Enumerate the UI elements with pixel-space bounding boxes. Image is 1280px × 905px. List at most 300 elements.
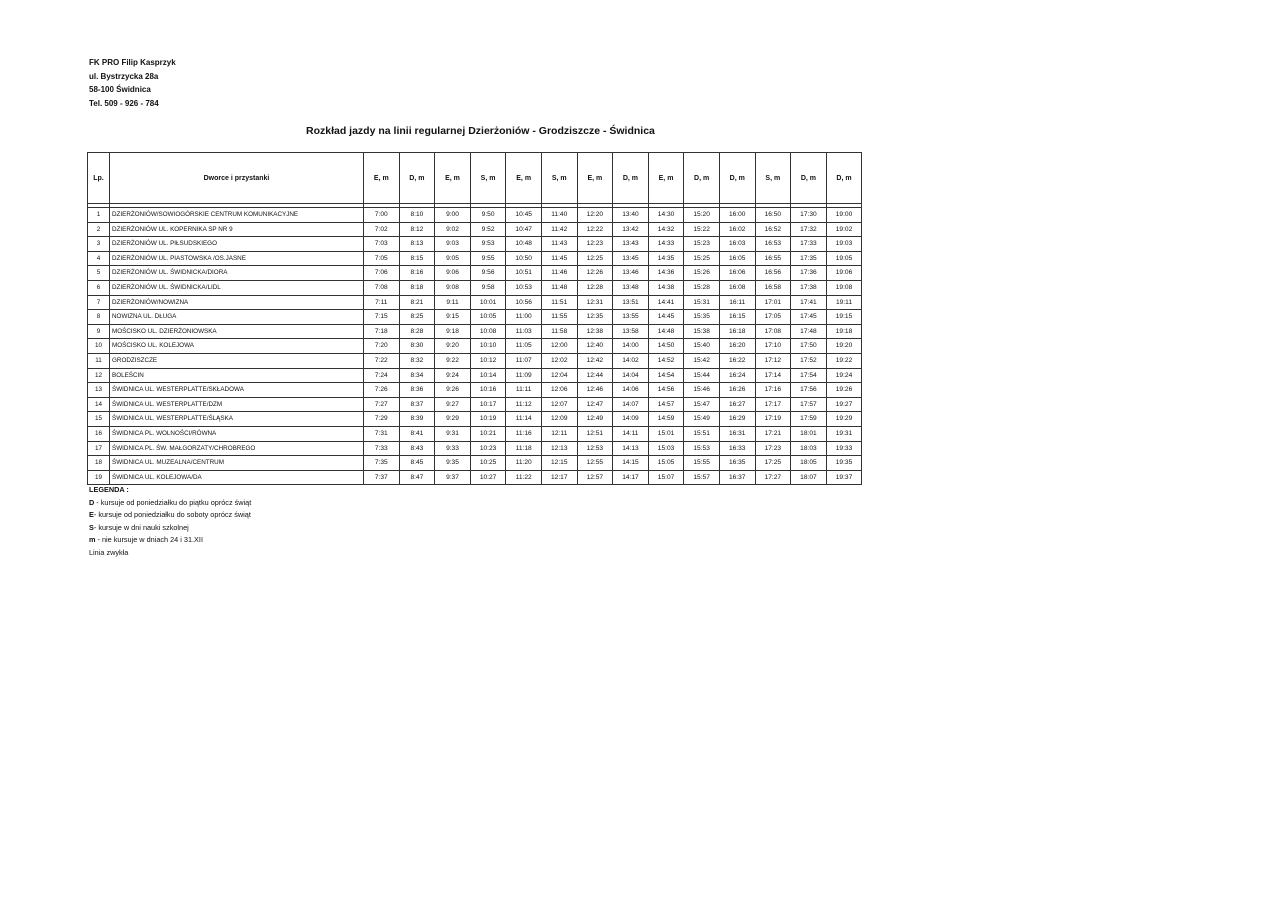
departure-time: 13:42 — [613, 222, 649, 237]
departure-time: 17:01 — [755, 295, 791, 310]
departure-time: 16:52 — [755, 222, 791, 237]
table-row — [88, 353, 862, 368]
departure-time: 15:57 — [684, 470, 720, 485]
departure-time: 18:01 — [791, 426, 827, 441]
departure-time: 12:09 — [541, 412, 577, 427]
departure-time: 9:00 — [435, 208, 471, 223]
departure-time: 19:11 — [826, 295, 862, 310]
departure-time: 12:23 — [577, 237, 613, 252]
departure-time: 10:23 — [470, 441, 506, 456]
departure-time: 15:31 — [684, 295, 720, 310]
departure-time: 14:54 — [648, 368, 684, 383]
departure-time: 19:20 — [826, 339, 862, 354]
departure-time: 14:57 — [648, 397, 684, 412]
header-course-1: E, m — [364, 153, 400, 204]
stop-name: ŚWIDNICA UL. MUZEALNA/CENTRUM — [110, 456, 364, 471]
departure-time: 10:19 — [470, 412, 506, 427]
table-row — [88, 310, 862, 325]
departure-time: 9:50 — [470, 208, 506, 223]
stop-name: DZIERŻONIÓW UL. ŚWIDNICKA/DIORA — [110, 266, 364, 281]
departure-time: 7:00 — [364, 208, 400, 223]
departure-time: 8:45 — [399, 456, 435, 471]
departure-time: 16:03 — [719, 237, 755, 252]
company-phone: Tel. 509 - 926 - 784 — [89, 98, 159, 108]
departure-time: 17:10 — [755, 339, 791, 354]
departure-time: 15:01 — [648, 426, 684, 441]
departure-time: 12:55 — [577, 456, 613, 471]
departure-time: 15:05 — [648, 456, 684, 471]
departure-time: 19:27 — [826, 397, 862, 412]
departure-time: 16:00 — [719, 208, 755, 223]
stop-name: GRODZISZCZE — [110, 353, 364, 368]
company-street: ul. Bystrzycka 28a — [89, 71, 159, 81]
departure-time: 7:33 — [364, 441, 400, 456]
departure-time: 15:35 — [684, 310, 720, 325]
departure-time: 12:51 — [577, 426, 613, 441]
departure-time: 9:03 — [435, 237, 471, 252]
departure-time: 11:58 — [541, 324, 577, 339]
stop-name: DZIERŻONIÓW/SOWIOGÓRSKIE CENTRUM KOMUNIKACYJNE — [110, 208, 364, 223]
row-number: 19 — [88, 470, 110, 485]
header-course-2: D, m — [399, 153, 435, 204]
departure-time: 8:18 — [399, 280, 435, 295]
table-row — [88, 397, 862, 412]
departure-time: 11:55 — [541, 310, 577, 325]
stop-name: ŚWIDNICA UL. WESTERPLATTE/SKŁADOWA — [110, 383, 364, 398]
departure-time: 9:27 — [435, 397, 471, 412]
stop-name: ŚWIDNICA UL. KOLEJOWA/DA — [110, 470, 364, 485]
departure-time: 10:12 — [470, 353, 506, 368]
departure-time: 7:27 — [364, 397, 400, 412]
row-number: 9 — [88, 324, 110, 339]
departure-time: 10:51 — [506, 266, 542, 281]
departure-time: 17:12 — [755, 353, 791, 368]
row-number: 16 — [88, 426, 110, 441]
departure-time: 9:35 — [435, 456, 471, 471]
table-row — [88, 339, 862, 354]
departure-time: 17:56 — [791, 383, 827, 398]
departure-time: 17:27 — [755, 470, 791, 485]
departure-time: 12:38 — [577, 324, 613, 339]
departure-time: 9:55 — [470, 251, 506, 266]
row-number: 5 — [88, 266, 110, 281]
departure-time: 11:09 — [506, 368, 542, 383]
departure-time: 16:35 — [719, 456, 755, 471]
departure-time: 10:45 — [506, 208, 542, 223]
departure-time: 8:21 — [399, 295, 435, 310]
header-course-13: D, m — [791, 153, 827, 204]
departure-time: 9:11 — [435, 295, 471, 310]
departure-time: 14:35 — [648, 251, 684, 266]
departure-time: 17:30 — [791, 208, 827, 223]
departure-time: 7:15 — [364, 310, 400, 325]
departure-time: 9:58 — [470, 280, 506, 295]
departure-time: 9:22 — [435, 353, 471, 368]
departure-time: 10:27 — [470, 470, 506, 485]
departure-time: 16:33 — [719, 441, 755, 456]
stop-name: BOLEŚCIN — [110, 368, 364, 383]
departure-time: 14:36 — [648, 266, 684, 281]
departure-time: 19:26 — [826, 383, 862, 398]
departure-time: 19:31 — [826, 426, 862, 441]
departure-time: 9:24 — [435, 368, 471, 383]
departure-time: 7:20 — [364, 339, 400, 354]
departure-time: 12:44 — [577, 368, 613, 383]
table-row — [88, 441, 862, 456]
departure-time: 17:23 — [755, 441, 791, 456]
departure-time: 7:26 — [364, 383, 400, 398]
table-row — [88, 295, 862, 310]
departure-time: 9:20 — [435, 339, 471, 354]
legend-item-m — [89, 534, 251, 547]
departure-time: 13:58 — [613, 324, 649, 339]
departure-time: 12:42 — [577, 353, 613, 368]
departure-time: 9:53 — [470, 237, 506, 252]
timetable — [87, 152, 862, 485]
departure-time: 8:25 — [399, 310, 435, 325]
table-row — [88, 280, 862, 295]
legend-key: D — [89, 497, 95, 507]
timetable-title: Rozkład jazdy na linii regularnej Dzierżoniów - Grodziszcze - Świdnica — [306, 125, 655, 137]
departure-time: 8:12 — [399, 222, 435, 237]
departure-time: 12:13 — [541, 441, 577, 456]
departure-time: 16:20 — [719, 339, 755, 354]
departure-time: 9:26 — [435, 383, 471, 398]
departure-time: 11:05 — [506, 339, 542, 354]
departure-time: 17:36 — [791, 266, 827, 281]
row-number: 7 — [88, 295, 110, 310]
departure-time: 9:56 — [470, 266, 506, 281]
departure-time: 17:17 — [755, 397, 791, 412]
stop-name: ŚWIDNICA PL. WOLNOŚCI/RÓWNA — [110, 426, 364, 441]
departure-time: 14:59 — [648, 412, 684, 427]
departure-time: 10:50 — [506, 251, 542, 266]
departure-time: 8:36 — [399, 383, 435, 398]
departure-time: 12:11 — [541, 426, 577, 441]
departure-time: 11:51 — [541, 295, 577, 310]
departure-time: 11:00 — [506, 310, 542, 325]
departure-time: 19:00 — [826, 208, 862, 223]
departure-time: 12:17 — [541, 470, 577, 485]
table-row — [88, 251, 862, 266]
departure-time: 19:08 — [826, 280, 862, 295]
departure-time: 11:43 — [541, 237, 577, 252]
stop-name: DZIERŻONIÓW UL. PIŁSUDSKIEGO — [110, 237, 364, 252]
departure-time: 12:06 — [541, 383, 577, 398]
departure-time: 12:49 — [577, 412, 613, 427]
departure-time: 19:15 — [826, 310, 862, 325]
departure-time: 10:48 — [506, 237, 542, 252]
departure-time: 17:41 — [791, 295, 827, 310]
departure-time: 17:52 — [791, 353, 827, 368]
departure-time: 12:02 — [541, 353, 577, 368]
stop-name: DZIERŻONIÓW UL. ŚWIDNICKA/LIDL — [110, 280, 364, 295]
departure-time: 17:16 — [755, 383, 791, 398]
departure-time: 8:10 — [399, 208, 435, 223]
departure-time: 12:47 — [577, 397, 613, 412]
departure-time: 16:18 — [719, 324, 755, 339]
departure-time: 15:47 — [684, 397, 720, 412]
table-row — [88, 426, 862, 441]
departure-time: 14:00 — [613, 339, 649, 354]
departure-time: 15:53 — [684, 441, 720, 456]
header-course-5: E, m — [506, 153, 542, 204]
row-number: 3 — [88, 237, 110, 252]
legend-item-d — [89, 497, 251, 510]
departure-time: 8:37 — [399, 397, 435, 412]
departure-time: 17:54 — [791, 368, 827, 383]
departure-time: 15:26 — [684, 266, 720, 281]
departure-time: 17:35 — [791, 251, 827, 266]
stop-name: DZIERŻONIÓW UL. PIASTOWSKA /OS.JASNE — [110, 251, 364, 266]
departure-time: 15:51 — [684, 426, 720, 441]
legend-text: - kursuje od poniedziałku do soboty oprócz świąt — [93, 510, 251, 520]
departure-time: 11:11 — [506, 383, 542, 398]
departure-time: 13:51 — [613, 295, 649, 310]
departure-time: 8:16 — [399, 266, 435, 281]
departure-time: 9:31 — [435, 426, 471, 441]
stop-name: DZIERŻONIÓW UL. KOPERNIKA SP NR 9 — [110, 222, 364, 237]
departure-time: 9:33 — [435, 441, 471, 456]
departure-time: 9:02 — [435, 222, 471, 237]
departure-time: 18:07 — [791, 470, 827, 485]
departure-time: 12:26 — [577, 266, 613, 281]
stop-name: DZIERŻONIÓW/NOWIZNA — [110, 295, 364, 310]
departure-time: 17:14 — [755, 368, 791, 383]
departure-time: 16:29 — [719, 412, 755, 427]
departure-time: 11:14 — [506, 412, 542, 427]
departure-time: 15:42 — [684, 353, 720, 368]
departure-time: 11:45 — [541, 251, 577, 266]
header-course-14: D, m — [826, 153, 862, 204]
departure-time: 12:57 — [577, 470, 613, 485]
departure-time: 17:50 — [791, 339, 827, 354]
departure-time: 8:39 — [399, 412, 435, 427]
departure-time: 7:29 — [364, 412, 400, 427]
departure-time: 17:08 — [755, 324, 791, 339]
departure-time: 7:37 — [364, 470, 400, 485]
header-course-6: S, m — [541, 153, 577, 204]
departure-time: 7:02 — [364, 222, 400, 237]
departure-time: 15:44 — [684, 368, 720, 383]
table-row — [88, 456, 862, 471]
departure-time: 9:29 — [435, 412, 471, 427]
header-stops: Dworce i przystanki — [110, 153, 364, 204]
departure-time: 16:56 — [755, 266, 791, 281]
departure-time: 16:26 — [719, 383, 755, 398]
departure-time: 14:48 — [648, 324, 684, 339]
departure-time: 11:42 — [541, 222, 577, 237]
departure-time: 15:20 — [684, 208, 720, 223]
departure-time: 16:31 — [719, 426, 755, 441]
departure-time: 19:22 — [826, 353, 862, 368]
table-row — [88, 222, 862, 237]
departure-time: 11:40 — [541, 208, 577, 223]
stop-name: MOŚCISKO UL. DZIERŻONIOWSKA — [110, 324, 364, 339]
departure-time: 14:04 — [613, 368, 649, 383]
departure-time: 8:41 — [399, 426, 435, 441]
table-row — [88, 208, 862, 223]
departure-time: 18:05 — [791, 456, 827, 471]
departure-time: 14:50 — [648, 339, 684, 354]
departure-time: 10:25 — [470, 456, 506, 471]
departure-time: 10:16 — [470, 383, 506, 398]
company-info — [89, 56, 176, 110]
departure-time: 12:15 — [541, 456, 577, 471]
row-number: 14 — [88, 397, 110, 412]
table-header-row — [88, 153, 862, 204]
departure-time: 12:40 — [577, 339, 613, 354]
row-number: 10 — [88, 339, 110, 354]
departure-time: 11:03 — [506, 324, 542, 339]
departure-time: 14:11 — [613, 426, 649, 441]
departure-time: 13:43 — [613, 237, 649, 252]
departure-time: 16:50 — [755, 208, 791, 223]
departure-time: 7:24 — [364, 368, 400, 383]
table-row — [88, 266, 862, 281]
departure-time: 17:21 — [755, 426, 791, 441]
departure-time: 9:52 — [470, 222, 506, 237]
departure-time: 11:12 — [506, 397, 542, 412]
header-course-4: S, m — [470, 153, 506, 204]
table-row — [88, 368, 862, 383]
departure-time: 10:10 — [470, 339, 506, 354]
row-number: 4 — [88, 251, 110, 266]
departure-time: 11:07 — [506, 353, 542, 368]
departure-time: 16:27 — [719, 397, 755, 412]
departure-time: 10:14 — [470, 368, 506, 383]
departure-time: 9:08 — [435, 280, 471, 295]
departure-time: 14:15 — [613, 456, 649, 471]
departure-time: 14:07 — [613, 397, 649, 412]
departure-time: 8:13 — [399, 237, 435, 252]
departure-time: 12:07 — [541, 397, 577, 412]
departure-time: 15:22 — [684, 222, 720, 237]
company-name: FK PRO Filip Kasprzyk — [89, 58, 176, 67]
departure-time: 12:22 — [577, 222, 613, 237]
departure-time: 8:43 — [399, 441, 435, 456]
departure-time: 9:06 — [435, 266, 471, 281]
row-number: 6 — [88, 280, 110, 295]
departure-time: 10:53 — [506, 280, 542, 295]
departure-time: 16:37 — [719, 470, 755, 485]
table-row — [88, 237, 862, 252]
departure-time: 15:46 — [684, 383, 720, 398]
departure-time: 12:00 — [541, 339, 577, 354]
departure-time: 19:37 — [826, 470, 862, 485]
table-row — [88, 324, 862, 339]
departure-time: 19:35 — [826, 456, 862, 471]
departure-time: 19:03 — [826, 237, 862, 252]
departure-time: 12:04 — [541, 368, 577, 383]
departure-time: 15:23 — [684, 237, 720, 252]
departure-time: 19:02 — [826, 222, 862, 237]
departure-time: 17:32 — [791, 222, 827, 237]
departure-time: 8:34 — [399, 368, 435, 383]
departure-time: 7:05 — [364, 251, 400, 266]
table-row — [88, 470, 862, 485]
departure-time: 14:06 — [613, 383, 649, 398]
departure-time: 9:05 — [435, 251, 471, 266]
row-number: 17 — [88, 441, 110, 456]
departure-time: 17:25 — [755, 456, 791, 471]
departure-time: 9:37 — [435, 470, 471, 485]
departure-time: 12:25 — [577, 251, 613, 266]
legend-heading: LEGENDA : — [89, 485, 129, 494]
departure-time: 16:53 — [755, 237, 791, 252]
header-course-8: D, m — [613, 153, 649, 204]
legend — [89, 484, 251, 560]
departure-time: 7:08 — [364, 280, 400, 295]
header-course-11: D, m — [719, 153, 755, 204]
departure-time: 13:48 — [613, 280, 649, 295]
departure-time: 14:32 — [648, 222, 684, 237]
departure-time: 11:46 — [541, 266, 577, 281]
departure-time: 14:45 — [648, 310, 684, 325]
departure-time: 15:55 — [684, 456, 720, 471]
departure-time: 12:46 — [577, 383, 613, 398]
departure-time: 12:20 — [577, 208, 613, 223]
stop-name: ŚWIDNICA PL. ŚW. MAŁGORZATY/CHROBREGO — [110, 441, 364, 456]
departure-time: 11:48 — [541, 280, 577, 295]
table-row — [88, 383, 862, 398]
departure-time: 19:33 — [826, 441, 862, 456]
stop-name: ŚWIDNICA UL. WESTERPLATTE/ŚLĄSKA — [110, 412, 364, 427]
departure-time: 14:52 — [648, 353, 684, 368]
departure-time: 19:24 — [826, 368, 862, 383]
departure-time: 7:11 — [364, 295, 400, 310]
departure-time: 15:03 — [648, 441, 684, 456]
departure-time: 11:20 — [506, 456, 542, 471]
departure-time: 17:57 — [791, 397, 827, 412]
row-number: 15 — [88, 412, 110, 427]
departure-time: 8:28 — [399, 324, 435, 339]
timetable-body — [88, 208, 862, 485]
departure-time: 10:17 — [470, 397, 506, 412]
departure-time: 12:53 — [577, 441, 613, 456]
departure-time: 14:33 — [648, 237, 684, 252]
departure-time: 17:19 — [755, 412, 791, 427]
departure-time: 16:06 — [719, 266, 755, 281]
departure-time: 8:30 — [399, 339, 435, 354]
header-lp: Lp. — [88, 153, 110, 204]
legend-note: Linia zwykła — [89, 547, 129, 557]
header-course-3: E, m — [435, 153, 471, 204]
departure-time: 14:02 — [613, 353, 649, 368]
legend-text: - nie kursuje w dniach 24 i 31.XII — [95, 535, 203, 545]
departure-time: 7:35 — [364, 456, 400, 471]
row-number: 1 — [88, 208, 110, 223]
departure-time: 18:03 — [791, 441, 827, 456]
departure-time: 8:32 — [399, 353, 435, 368]
departure-time: 15:49 — [684, 412, 720, 427]
departure-time: 11:16 — [506, 426, 542, 441]
departure-time: 14:13 — [613, 441, 649, 456]
stop-name: ŚWIDNICA UL. WESTERPLATTE/DZM — [110, 397, 364, 412]
row-number: 11 — [88, 353, 110, 368]
departure-time: 16:22 — [719, 353, 755, 368]
departure-time: 15:07 — [648, 470, 684, 485]
departure-time: 13:55 — [613, 310, 649, 325]
departure-time: 7:22 — [364, 353, 400, 368]
row-number: 8 — [88, 310, 110, 325]
departure-time: 16:02 — [719, 222, 755, 237]
departure-time: 15:38 — [684, 324, 720, 339]
departure-time: 12:35 — [577, 310, 613, 325]
departure-time: 17:48 — [791, 324, 827, 339]
departure-time: 14:38 — [648, 280, 684, 295]
legend-item-e — [89, 509, 251, 522]
